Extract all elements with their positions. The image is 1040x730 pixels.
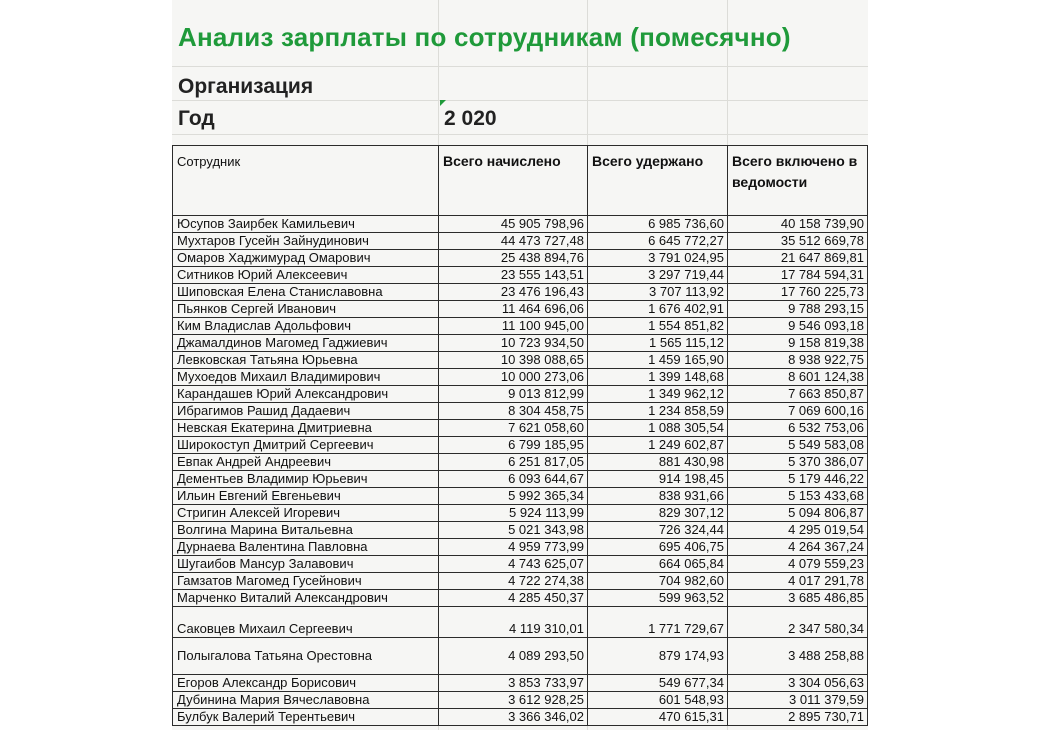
cell-included[interactable]: 5 370 386,07 [728, 454, 868, 471]
cell-employee-name[interactable]: Булбук Валерий Терентьевич [173, 709, 439, 726]
cell-employee-name[interactable]: Мухтаров Гусейн Зайнудинович [173, 233, 439, 250]
cell-employee-name[interactable]: Ибрагимов Рашид Дадаевич [173, 403, 439, 420]
cell-employee-name[interactable]: Гамзатов Магомед Гусейнович [173, 573, 439, 590]
table-row [173, 216, 868, 233]
header-employee[interactable]: Сотрудник [173, 146, 439, 216]
cell-accrued[interactable]: 6 251 817,05 [439, 454, 588, 471]
cell-included[interactable]: 9 788 293,15 [728, 301, 868, 318]
table-header-row [173, 146, 868, 216]
cell-withheld[interactable]: 881 430,98 [588, 454, 728, 471]
cell-included[interactable]: 7 069 600,16 [728, 403, 868, 420]
cell-accrued[interactable]: 11 100 945,00 [439, 318, 588, 335]
grid-line [172, 66, 868, 67]
cell-accrued[interactable]: 6 093 644,67 [439, 471, 588, 488]
cell-accrued[interactable]: 23 555 143,51 [439, 267, 588, 284]
grid-line [172, 100, 868, 101]
cell-included[interactable]: 4 079 559,23 [728, 556, 868, 573]
cell-accrued[interactable]: 7 621 058,60 [439, 420, 588, 437]
table-row [173, 301, 868, 318]
cell-accrued[interactable]: 5 924 113,99 [439, 505, 588, 522]
cell-accrued[interactable]: 23 476 196,43 [439, 284, 588, 301]
cell-employee-name[interactable]: Омаров Хаджимурад Омарович [173, 250, 439, 267]
cell-employee-name[interactable]: Невская Екатерина Дмитриевна [173, 420, 439, 437]
cell-included[interactable]: 5 179 446,22 [728, 471, 868, 488]
cell-accrued[interactable]: 3 366 346,02 [439, 709, 588, 726]
cell-accrued[interactable]: 44 473 727,48 [439, 233, 588, 250]
cell-employee-name[interactable]: Мухоедов Михаил Владимирович [173, 369, 439, 386]
cell-withheld[interactable]: 726 324,44 [588, 522, 728, 539]
cell-employee-name[interactable]: Джамалдинов Магомед Гаджиевич [173, 335, 439, 352]
table-row [173, 471, 868, 488]
cell-withheld[interactable]: 838 931,66 [588, 488, 728, 505]
cell-withheld[interactable]: 829 307,12 [588, 505, 728, 522]
cell-withheld[interactable]: 664 065,84 [588, 556, 728, 573]
cell-withheld[interactable]: 6 645 772,27 [588, 233, 728, 250]
cell-withheld[interactable]: 3 297 719,44 [588, 267, 728, 284]
cell-included[interactable]: 5 094 806,87 [728, 505, 868, 522]
table-row [173, 403, 868, 420]
cell-accrued[interactable]: 45 905 798,96 [439, 216, 588, 233]
cell-accrued[interactable]: 4 722 274,38 [439, 573, 588, 590]
table-row [173, 638, 868, 675]
grid-line [172, 134, 868, 135]
table-row [173, 539, 868, 556]
cell-withheld[interactable]: 1 249 602,87 [588, 437, 728, 454]
cell-withheld[interactable]: 599 963,52 [588, 590, 728, 607]
cell-withheld[interactable]: 3 791 024,95 [588, 250, 728, 267]
cell-included[interactable]: 3 488 258,88 [728, 638, 868, 675]
cell-employee-name[interactable]: Саковцев Михаил Сергеевич [173, 607, 439, 638]
cell-accrued[interactable]: 4 959 773,99 [439, 539, 588, 556]
table-row [173, 454, 868, 471]
cell-employee-name[interactable]: Пьянков Сергей Иванович [173, 301, 439, 318]
cell-employee-name[interactable]: Ситников Юрий Алексеевич [173, 267, 439, 284]
table-row [173, 573, 868, 590]
table-row [173, 709, 868, 726]
cell-withheld[interactable]: 1 234 858,59 [588, 403, 728, 420]
table-row [173, 437, 868, 454]
cell-employee-name[interactable]: Ильин Евгений Евгеньевич [173, 488, 439, 505]
table-row [173, 335, 868, 352]
cell-employee-name[interactable]: Широкоступ Дмитрий Сергеевич [173, 437, 439, 454]
cell-employee-name[interactable]: Марченко Виталий Александрович [173, 590, 439, 607]
cell-employee-name[interactable]: Евпак Андрей Андреевич [173, 454, 439, 471]
year-value[interactable]: 2 020 [444, 107, 497, 130]
table-row [173, 420, 868, 437]
table-row [173, 692, 868, 709]
year-label[interactable]: Год [178, 107, 215, 130]
cell-withheld[interactable]: 601 548,93 [588, 692, 728, 709]
cell-employee-name[interactable]: Шиповская Елена Станиславовна [173, 284, 439, 301]
header-accrued[interactable]: Всего начислено [439, 146, 588, 216]
cell-accrued[interactable]: 3 612 928,25 [439, 692, 588, 709]
cell-included[interactable]: 17 760 225,73 [728, 284, 868, 301]
cell-included[interactable]: 2 347 580,34 [728, 607, 868, 638]
table-row [173, 386, 868, 403]
cell-included[interactable]: 4 264 367,24 [728, 539, 868, 556]
cell-employee-name[interactable]: Дубинина Мария Вячеславовна [173, 692, 439, 709]
cell-included[interactable]: 3 304 056,63 [728, 675, 868, 692]
cell-withheld[interactable]: 3 707 113,92 [588, 284, 728, 301]
cell-withheld[interactable]: 1 459 165,90 [588, 352, 728, 369]
cell-accrued[interactable]: 10 000 273,06 [439, 369, 588, 386]
cell-accrued[interactable]: 4 285 450,37 [439, 590, 588, 607]
cell-included[interactable]: 6 532 753,06 [728, 420, 868, 437]
cell-employee-name[interactable]: Юсупов Заирбек Камильевич [173, 216, 439, 233]
cell-included[interactable]: 9 158 819,38 [728, 335, 868, 352]
cell-included[interactable]: 7 663 850,87 [728, 386, 868, 403]
cell-accrued[interactable]: 5 992 365,34 [439, 488, 588, 505]
cell-withheld[interactable]: 1 554 851,82 [588, 318, 728, 335]
cell-employee-name[interactable]: Карандашев Юрий Александрович [173, 386, 439, 403]
cell-accrued[interactable]: 9 013 812,99 [439, 386, 588, 403]
cell-accrued[interactable]: 25 438 894,76 [439, 250, 588, 267]
report-title: Анализ зарплаты по сотрудникам (помесячно) [178, 22, 791, 52]
cell-employee-name[interactable]: Полыгалова Татьяна Орестовна [173, 638, 439, 675]
cell-included[interactable]: 3 685 486,85 [728, 590, 868, 607]
table-row [173, 250, 868, 267]
cell-indicator-icon [440, 100, 446, 106]
cell-accrued[interactable]: 4 089 293,50 [439, 638, 588, 675]
table-row [173, 675, 868, 692]
cell-included[interactable]: 8 938 922,75 [728, 352, 868, 369]
cell-employee-name[interactable]: Егоров Александр Борисович [173, 675, 439, 692]
cell-accrued[interactable]: 8 304 458,75 [439, 403, 588, 420]
cell-withheld[interactable]: 549 677,34 [588, 675, 728, 692]
table-row [173, 352, 868, 369]
cell-included[interactable]: 4 017 291,78 [728, 573, 868, 590]
cell-withheld[interactable]: 1 771 729,67 [588, 607, 728, 638]
cell-included[interactable]: 2 895 730,71 [728, 709, 868, 726]
table-row [173, 590, 868, 607]
cell-included[interactable]: 5 549 583,08 [728, 437, 868, 454]
cell-withheld[interactable]: 879 174,93 [588, 638, 728, 675]
cell-accrued[interactable]: 10 398 088,65 [439, 352, 588, 369]
cell-withheld[interactable]: 914 198,45 [588, 471, 728, 488]
table-row [173, 233, 868, 250]
header-withheld[interactable]: Всего удержано [588, 146, 728, 216]
cell-withheld[interactable]: 470 615,31 [588, 709, 728, 726]
cell-included[interactable]: 21 647 869,81 [728, 250, 868, 267]
cell-included[interactable]: 40 158 739,90 [728, 216, 868, 233]
cell-included[interactable]: 3 011 379,59 [728, 692, 868, 709]
cell-withheld[interactable]: 6 985 736,60 [588, 216, 728, 233]
cell-accrued[interactable]: 5 021 343,98 [439, 522, 588, 539]
table-row [173, 318, 868, 335]
cell-included[interactable]: 9 546 093,18 [728, 318, 868, 335]
table-row [173, 556, 868, 573]
cell-withheld[interactable]: 1 349 962,12 [588, 386, 728, 403]
cell-included[interactable]: 4 295 019,54 [728, 522, 868, 539]
cell-withheld[interactable]: 1 565 115,12 [588, 335, 728, 352]
cell-employee-name[interactable]: Волгина Марина Витальевна [173, 522, 439, 539]
table-row [173, 522, 868, 539]
table-row [173, 267, 868, 284]
cell-employee-name[interactable]: Дементьев Владимир Юрьевич [173, 471, 439, 488]
table-row [173, 284, 868, 301]
cell-accrued[interactable]: 4 119 310,01 [439, 607, 588, 638]
salary-table-container [172, 145, 868, 726]
spreadsheet [172, 0, 868, 730]
cell-included[interactable]: 35 512 669,78 [728, 233, 868, 250]
table-row [173, 369, 868, 386]
cell-accrued[interactable]: 6 799 185,95 [439, 437, 588, 454]
cell-included[interactable]: 5 153 433,68 [728, 488, 868, 505]
table-row [173, 505, 868, 522]
cell-withheld[interactable]: 1 676 402,91 [588, 301, 728, 318]
cell-withheld[interactable]: 1 088 305,54 [588, 420, 728, 437]
cell-employee-name[interactable]: Левковская Татьяна Юрьевна [173, 352, 439, 369]
cell-accrued[interactable]: 4 743 625,07 [439, 556, 588, 573]
cell-accrued[interactable]: 3 853 733,97 [439, 675, 588, 692]
cell-employee-name[interactable]: Дурнаева Валентина Павловна [173, 539, 439, 556]
cell-employee-name[interactable]: Ким Владислав Адольфович [173, 318, 439, 335]
table-row [173, 488, 868, 505]
cell-withheld[interactable]: 704 982,60 [588, 573, 728, 590]
cell-accrued[interactable]: 10 723 934,50 [439, 335, 588, 352]
salary-table [172, 145, 868, 726]
header-included[interactable]: Всего включено в ведомости [728, 146, 868, 216]
cell-employee-name[interactable]: Стригин Алексей Игоревич [173, 505, 439, 522]
cell-included[interactable]: 8 601 124,38 [728, 369, 868, 386]
cell-accrued[interactable]: 11 464 696,06 [439, 301, 588, 318]
cell-included[interactable]: 17 784 594,31 [728, 267, 868, 284]
table-row [173, 607, 868, 638]
cell-withheld[interactable]: 695 406,75 [588, 539, 728, 556]
cell-employee-name[interactable]: Шугаибов Мансур Залавович [173, 556, 439, 573]
organization-label[interactable]: Организация [178, 75, 314, 98]
cell-withheld[interactable]: 1 399 148,68 [588, 369, 728, 386]
